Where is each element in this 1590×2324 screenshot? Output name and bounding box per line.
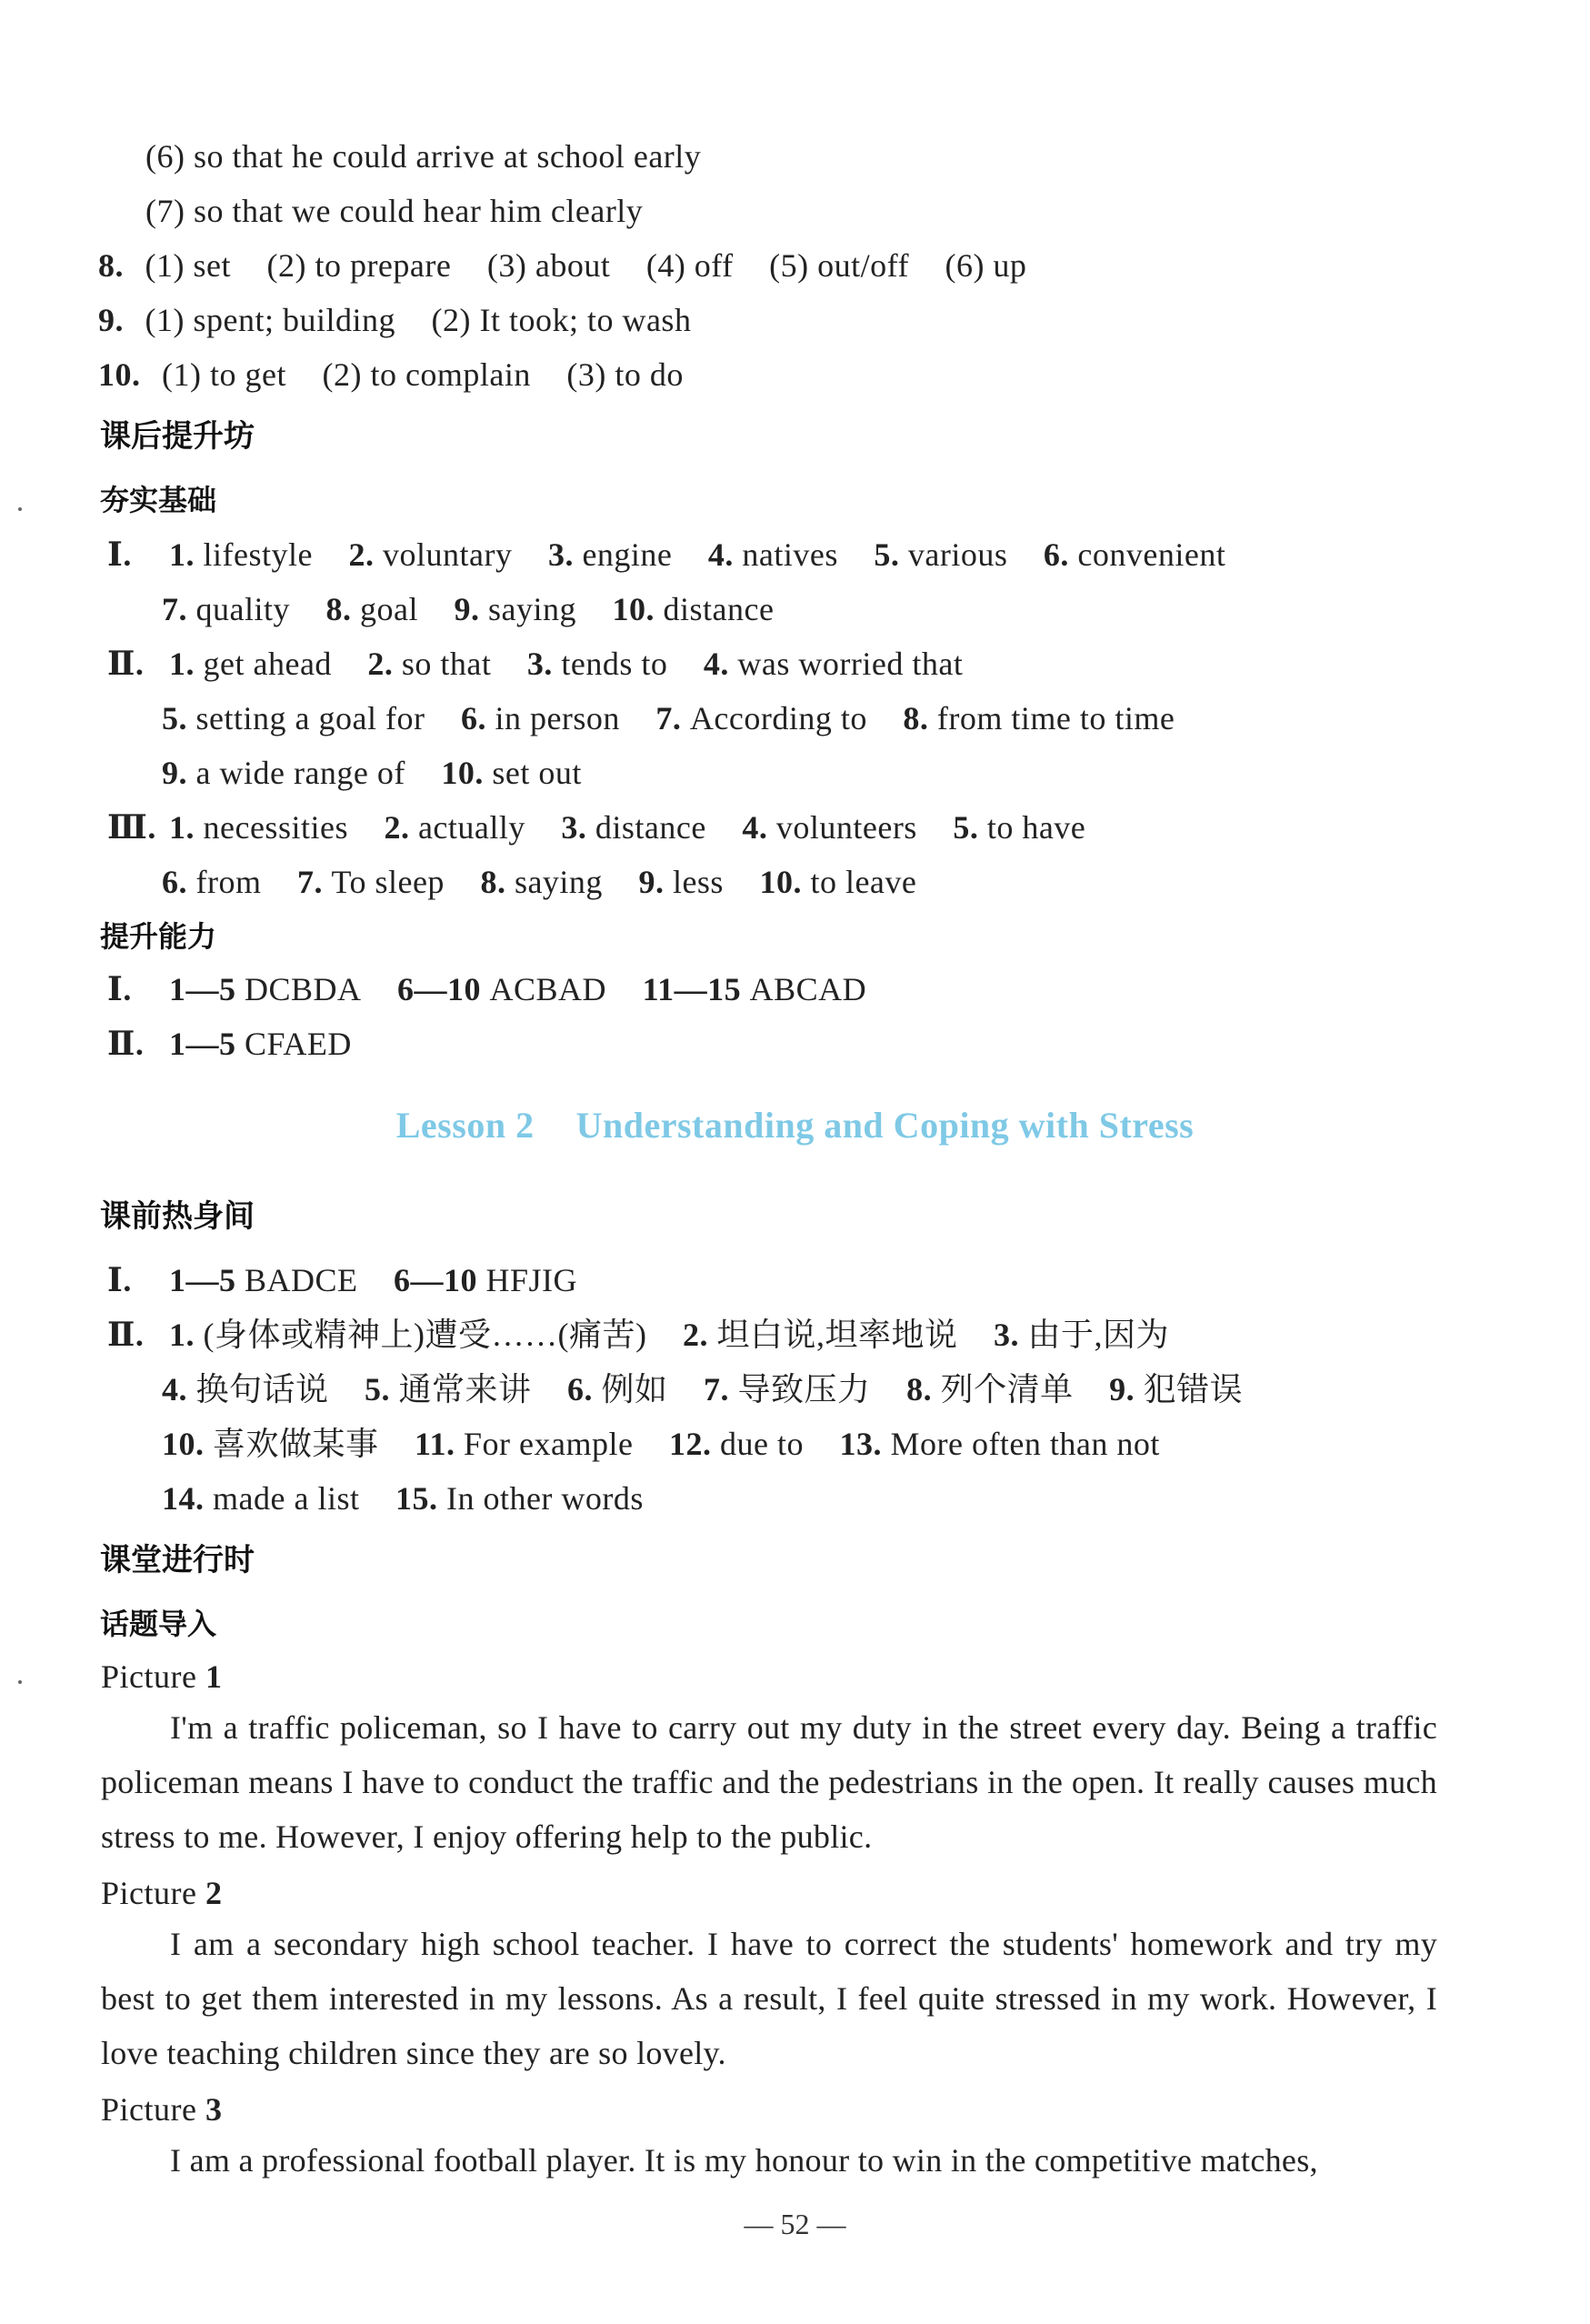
item-number: 9. [1109,1371,1135,1407]
lesson-title [0,1104,1590,1147]
item-number: 5. [953,809,979,846]
answer-text: 喜欢做某事 [213,1426,379,1462]
answer-item: (2) to complain [322,356,531,393]
answer-text: to leave [810,864,917,900]
answer-text: distance [663,591,775,627]
answer-text: To sleep [331,864,445,900]
answer-text: setting a goal for [195,700,425,736]
answer-text: quality [195,591,290,627]
item-number: 1—5 [169,1262,236,1298]
picture-paragraph [101,2133,1437,2188]
item-number: 2. [367,646,394,682]
answer-text: More often than not [890,1426,1160,1462]
scan-speck [18,1680,22,1684]
answer-text: saying [514,864,603,900]
section-heading: 课后提升坊 [100,418,255,455]
answer-text: DCBDA [245,971,362,1007]
answer-text: engine [582,536,673,573]
subsection-heading: 夯实基础 [100,483,217,517]
lesson-number: Lesson 2 [395,1105,535,1146]
answer-text: I'm a traffic policeman, so I have to carry out my duty in the street every day. Being a traffic policeman means I have to conduct the traffic and the pedestrians in the open. It really causes much stress to me. However, I enjoy offering help to the public. [101,1709,1437,1855]
answer-text: distance [595,809,706,846]
item-number: 3. [993,1317,1019,1353]
item-number: 11. [415,1426,455,1462]
answer-text: various [907,536,1008,573]
warmup-part2-row4 [162,1478,644,1518]
item-number: 10. [162,1426,205,1462]
part3-row2 [162,862,916,902]
answer-item: (3) to do [566,356,684,393]
answer-text: 2 [205,1875,223,1911]
answer-text: BADCE [245,1262,358,1298]
warmup-part2-row2 [162,1369,1243,1409]
item-number: 13. [839,1426,882,1462]
item-number: 12. [668,1426,712,1462]
item-number: 4. [742,809,768,846]
answer-text: 通常来讲 [398,1371,532,1407]
part3-row1 [107,807,1085,847]
warmup-part1-row [107,1260,577,1300]
picture-label [101,1657,222,1697]
answer-text: to have [986,809,1086,846]
answer-text: I am a secondary high school teacher. I have to correct the students' homework and try my best to get them interested in my lessons. As a result, I feel quite stressed in my work. However, I love teaching children since they are so lovely. [101,1926,1437,2071]
answer-text: 换句话说 [195,1371,329,1407]
item-number: 9. [162,755,187,791]
answer-item: (2) to prepare [266,247,452,284]
answer-text: a wide range of [195,755,405,791]
item-number: 8. [325,591,352,627]
question-number: 8. [98,247,124,284]
answer-text: set out [492,755,582,791]
item-number: 6—10 [394,1262,478,1298]
item-number: 8. [480,864,506,900]
item-number: 5. [874,536,900,573]
answer-text: HFJIG [485,1262,578,1298]
ability-part1-row [107,969,866,1009]
item-number: 6. [567,1371,594,1407]
answer-text: convenient [1077,536,1226,573]
item-number: 1—5 [169,1026,236,1062]
answer-text: 例如 [601,1371,668,1407]
item-number: 9. [638,864,665,900]
answer-text: volunteers [775,809,917,846]
item-number: 2. [348,536,375,573]
answer-text: was worried that [737,646,964,682]
section-heading: 课前热身间 [100,1198,255,1235]
answer-10-row [98,355,684,395]
subsection-heading: 话题导入 [100,1607,217,1641]
answer-text: saying [487,591,576,627]
question-number: 9. [98,302,124,338]
item-number: 1. [169,646,195,682]
answer-text: made a list [213,1480,360,1517]
warmup-part2-row3 [162,1424,1160,1464]
question-number: 10. [98,356,141,393]
part1-row2 [162,589,774,629]
answer-text: 1 [205,1658,223,1695]
answer-text: from [195,864,262,900]
answer-item: (1) spent; building [145,302,395,338]
answer-text: 犯错误 [1143,1371,1244,1407]
answer-text: (身体或精神上)遭受……(痛苦) [203,1317,647,1353]
answer-text: lifestyle [203,536,313,573]
item-number: 10. [759,864,802,900]
item-number: 10. [612,591,655,627]
answer-text: I am a professional football player. It is my honour to win in the competitive matches, [170,2142,1318,2179]
item-number: 8. [906,1371,933,1407]
scan-speck [18,507,22,511]
picture-paragraph [101,1917,1437,2080]
answer-text: 由于,因为 [1027,1317,1169,1353]
picture-label [101,2089,222,2129]
item-number: 2. [384,809,410,846]
answer-text: In other words [445,1480,644,1517]
item-number: 8. [903,700,929,736]
item-number: 2. [682,1317,708,1353]
answer-text: According to [689,700,867,736]
roman-numeral: Ⅲ. [107,809,156,846]
item-number: 6. [1043,536,1069,573]
part2-row1 [107,644,963,684]
roman-numeral: Ⅰ. [107,971,132,1007]
answer-8-row [98,245,1026,285]
item-number: 9. [454,591,480,627]
answer-7-7: (7) so that we could hear him clearly [145,193,644,229]
answer-text: from time to time [936,700,1175,736]
item-number: 6—10 [397,971,482,1007]
answer-text: so that [401,646,492,682]
answer-text: 3 [205,2091,223,2128]
answer-text: goal [359,591,418,627]
answer-text: get ahead [203,646,332,682]
warmup-part2-row1 [107,1315,1169,1355]
part2-row2 [162,698,1175,738]
roman-numeral: Ⅱ. [107,1317,145,1353]
answer-text: 导致压力 [737,1371,871,1407]
item-number: 4. [707,536,734,573]
roman-numeral: Ⅰ. [107,536,132,573]
item-number: 11—15 [642,971,742,1007]
answer-item: (6) up [945,247,1027,284]
answer-text: 列个清单 [940,1371,1074,1407]
answer-9-row [98,300,691,340]
picture-paragraph [101,1700,1437,1864]
answer-text: voluntary [382,536,513,573]
item-number: 14. [162,1480,205,1517]
answer-item: (2) It took; to wash [431,302,692,338]
item-number: 6. [162,864,187,900]
item-number: 1. [169,1317,195,1353]
item-number: 10. [441,755,484,791]
item-number: 7. [655,700,682,736]
answer-text: less [672,864,724,900]
roman-numeral: Ⅱ. [107,1026,145,1062]
answer-text: in person [495,700,620,736]
item-number: 15. [395,1480,438,1517]
roman-numeral: Ⅱ. [107,646,145,682]
item-number: 7. [162,591,187,627]
part1-row1 [107,535,1225,575]
item-number: 4. [703,646,729,682]
answer-text: necessities [203,809,348,846]
lesson-name: Understanding and Coping with Stress [575,1105,1195,1146]
item-number: 1. [169,809,195,846]
item-number: 4. [162,1371,187,1407]
item-number: 7. [296,864,323,900]
answer-text: For example [464,1426,634,1462]
answer-item: (4) off [645,247,734,284]
item-number: 3. [526,646,553,682]
part2-row3 [162,753,582,793]
roman-numeral: Ⅰ. [107,1262,132,1298]
answer-item: (5) out/off [769,247,909,284]
answer-item: (3) about [486,247,611,284]
item-number: 1. [169,536,195,573]
answer-text: ACBAD [489,971,607,1007]
answer-text: CFAED [245,1026,352,1062]
item-number: 5. [365,1371,391,1407]
answer-text: Picture [101,1875,197,1911]
answer-text: natives [742,536,838,573]
subsection-heading: 提升能力 [100,919,217,954]
answer-text: actually [417,809,525,846]
item-number: 3. [547,536,574,573]
picture-label [101,1873,222,1913]
answer-text: tends to [561,646,668,682]
section-heading: 课堂进行时 [100,1542,255,1578]
answer-text: Picture [101,2091,197,2128]
answer-text: ABCAD [749,971,867,1007]
answer-text: due to [719,1426,804,1462]
answer-item: (1) set [145,247,231,284]
item-number: 7. [704,1371,730,1407]
answer-text: 坦白说,坦率地说 [716,1317,958,1353]
answer-7-6: (6) so that he could arrive at school early [145,138,702,175]
item-number: 1—5 [169,971,236,1007]
page-number: — 52 — [744,2208,846,2240]
item-number: 3. [561,809,587,846]
ability-part2-row [107,1024,352,1064]
item-number: 5. [162,700,187,736]
answer-text: Picture [101,1658,197,1695]
answer-item: (1) to get [162,356,286,393]
item-number: 6. [460,700,486,736]
